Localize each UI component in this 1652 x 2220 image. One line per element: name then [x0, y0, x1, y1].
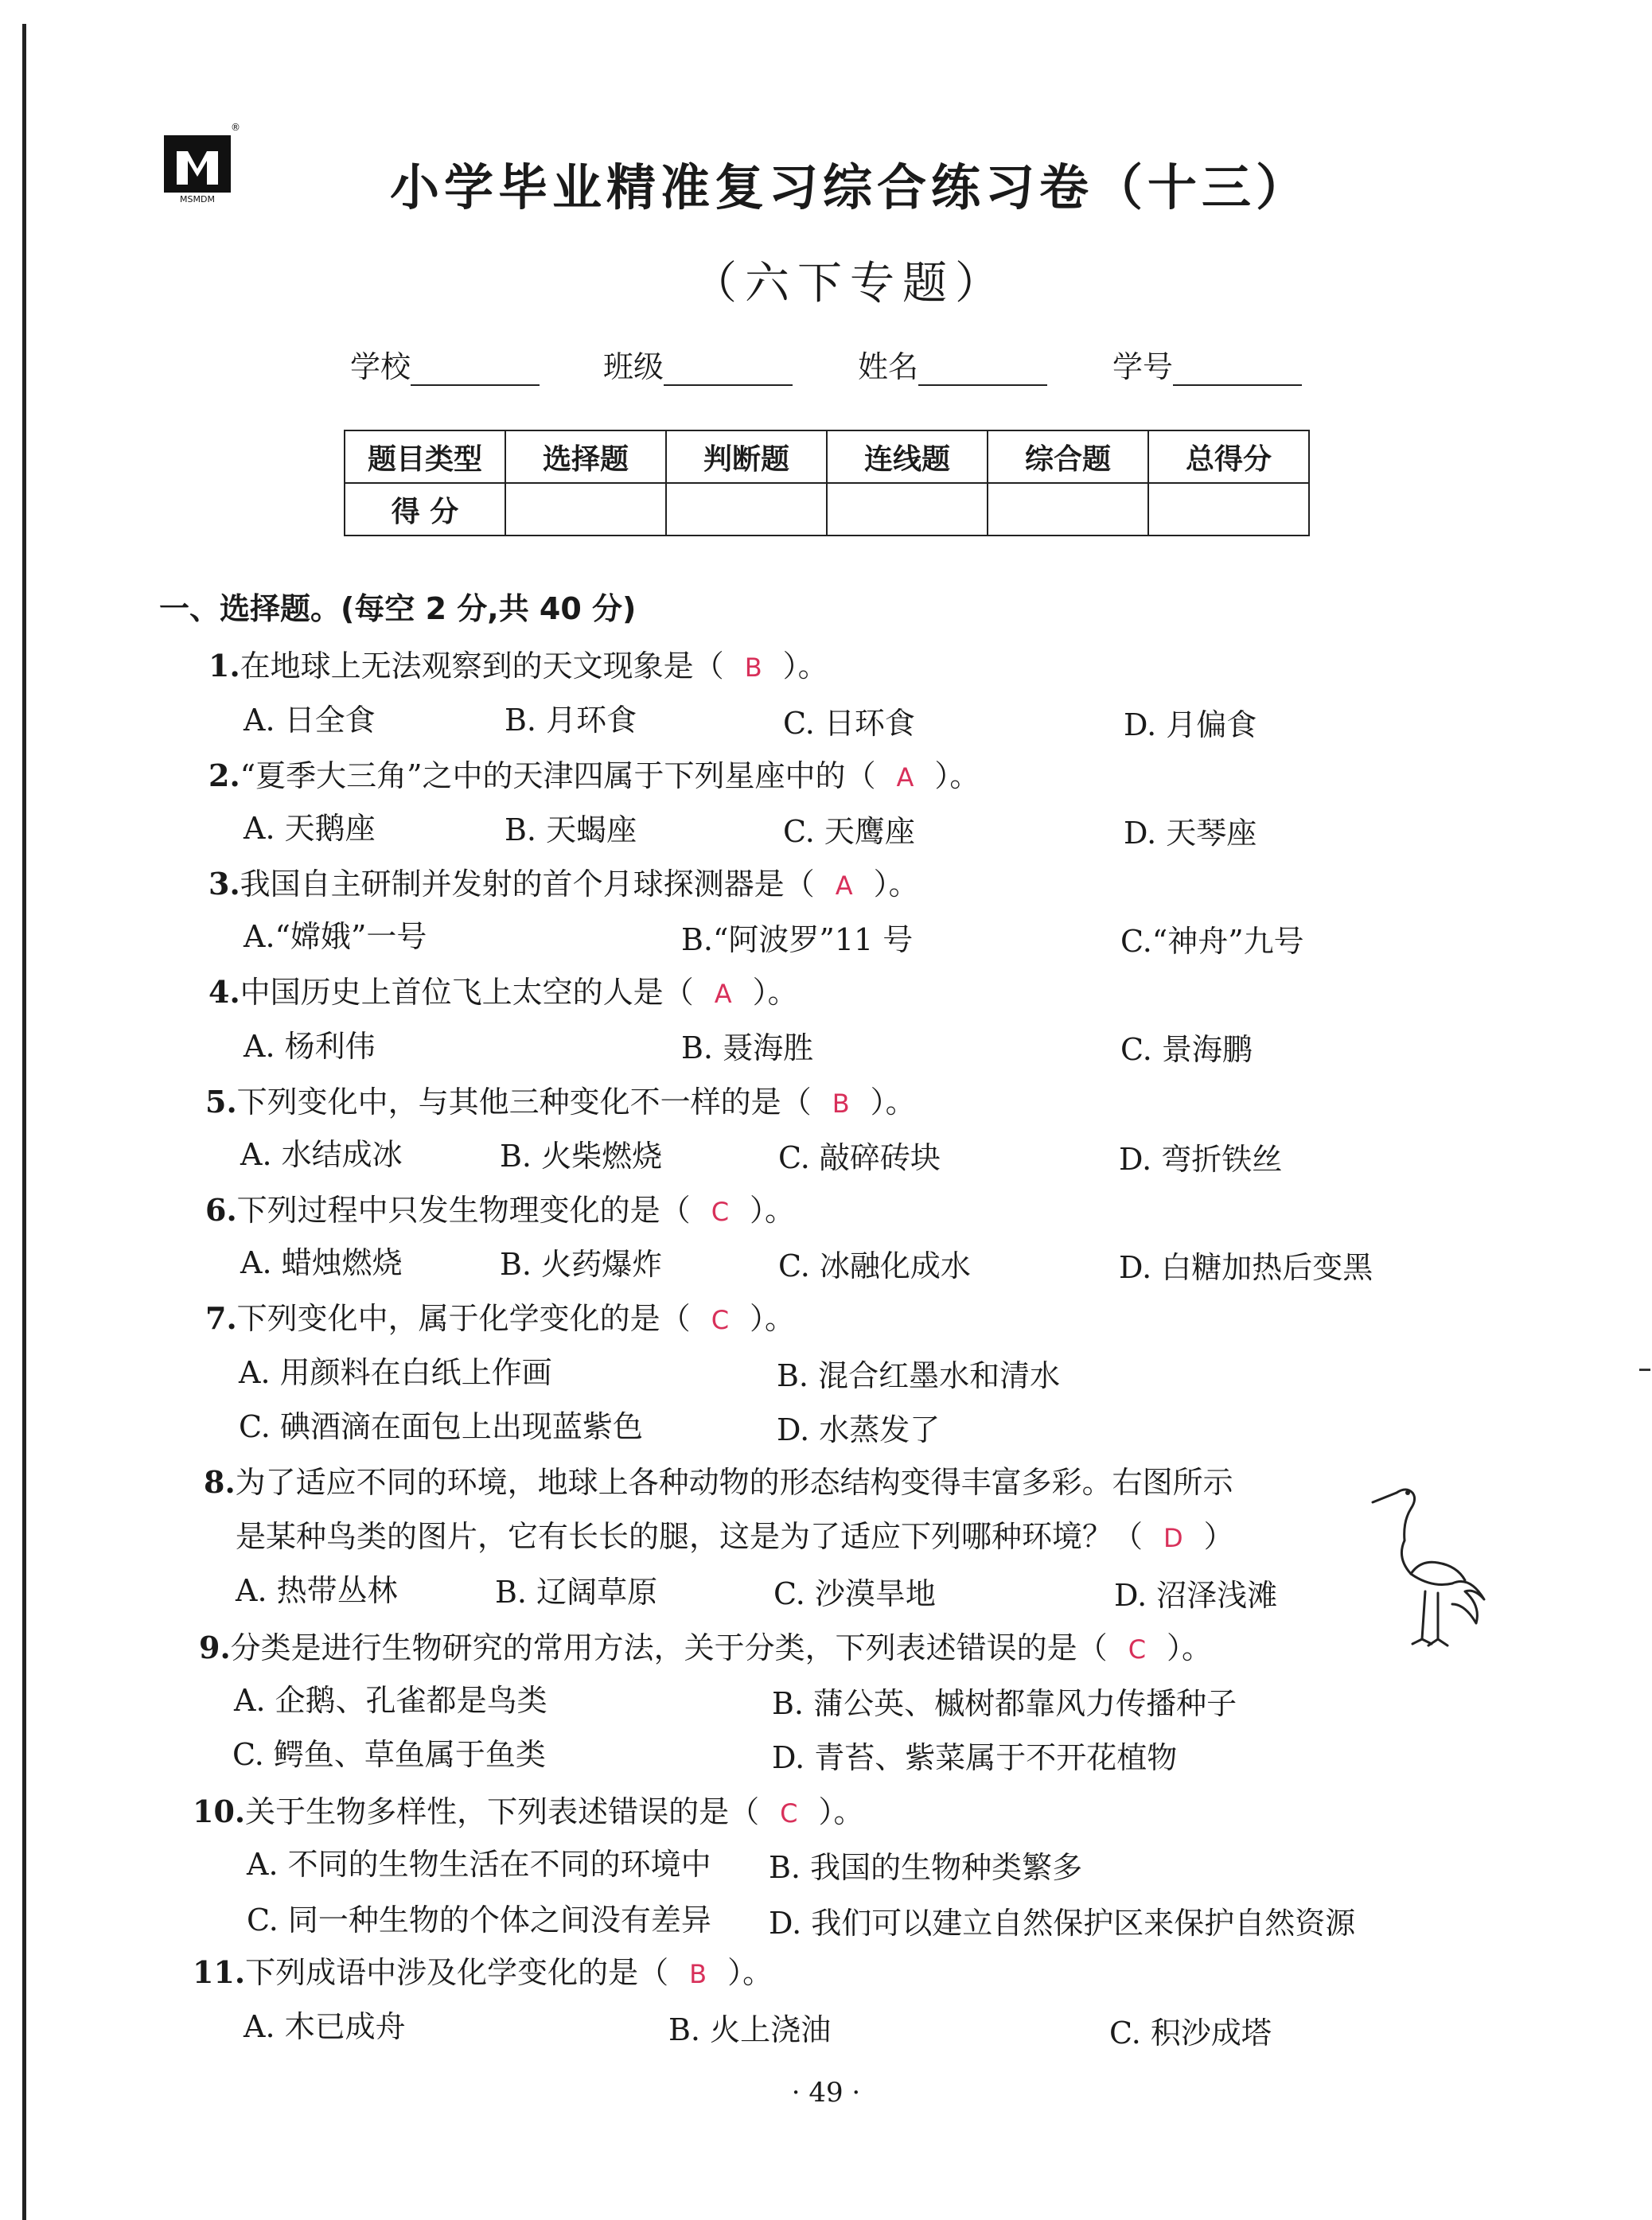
score-row-label: 得 分	[345, 483, 505, 536]
section-heading: 一、选择题。(每空 2 分,共 40 分)	[159, 591, 637, 626]
score-header-cell: 总得分	[1148, 430, 1309, 483]
option: B. 辽阔草原	[495, 1575, 658, 1610]
binding-edge	[22, 24, 26, 2220]
option: D. 天琴座	[1124, 816, 1257, 851]
score-cell[interactable]	[666, 483, 827, 536]
answer-mark: C	[711, 1305, 730, 1335]
score-cell[interactable]	[988, 483, 1148, 536]
option: C. 日环食	[783, 706, 915, 741]
question-11: 11.下列成语中涉及化学变化的是（ B ）。	[193, 1954, 773, 1990]
option: C. 天鹰座	[783, 814, 915, 849]
option: C.“神舟”九号	[1120, 924, 1304, 959]
score-table-score-row	[345, 483, 1309, 536]
option: A. 木已成舟	[244, 2009, 406, 2044]
option: A. 蜡烛燃烧	[240, 1245, 403, 1280]
question-1: 1.在地球上无法观察到的天文现象是（ B ）。	[208, 648, 828, 684]
question-10: 10.关于生物多样性，下列表述错误的是（ C ）。	[193, 1794, 864, 1829]
option: A. 企鹅、孔雀都是鸟类	[234, 1683, 547, 1718]
option: D. 白糖加热后变黑	[1119, 1250, 1373, 1285]
question-5: 5.下列变化中，与其他三种变化不一样的是（ B ）。	[205, 1084, 916, 1120]
score-header-cell: 判断题	[666, 430, 827, 483]
score-header-cell: 选择题	[505, 430, 666, 483]
answer-mark: C	[780, 1798, 798, 1829]
page-title: 小学毕业精准复习综合练习卷（十三）	[390, 158, 1311, 216]
score-header-cell: 题目类型	[345, 430, 505, 483]
option: D. 弯折铁丝	[1119, 1142, 1283, 1177]
option: C. 鳄鱼、草鱼属于鱼类	[232, 1737, 546, 1772]
student-info	[350, 342, 1305, 390]
option: C. 积沙成塔	[1109, 2016, 1272, 2051]
question-9: 9.分类是进行生物研究的常用方法，关于分类，下列表述错误的是（ C ）。	[199, 1630, 1213, 1665]
option: B. 火柴燃烧	[500, 1139, 663, 1174]
number-field[interactable]: 学号	[1112, 342, 1302, 386]
option: B.“阿波罗”11 号	[681, 922, 914, 957]
answer-mark: C	[711, 1197, 730, 1227]
option: C. 同一种生物的个体之间没有差异	[247, 1903, 711, 1938]
option: B. 天蝎座	[505, 812, 637, 847]
option: A. 用颜料在白纸上作画	[239, 1355, 552, 1390]
score-table-header-row	[345, 430, 1309, 483]
class-field[interactable]: 班级	[603, 342, 793, 386]
answer-mark: B	[689, 1959, 707, 1989]
answer-mark: A	[714, 979, 732, 1009]
svg-text:®: ®	[231, 122, 240, 133]
option: D. 沼泽浅滩	[1114, 1578, 1278, 1613]
option: D. 月偏食	[1124, 707, 1257, 742]
name-field[interactable]: 姓名	[858, 342, 1047, 386]
option: C. 景海鹏	[1120, 1032, 1253, 1067]
option: D. 水蒸发了	[777, 1412, 941, 1447]
answer-mark: A	[896, 762, 914, 793]
score-cell[interactable]	[827, 483, 988, 536]
option: C. 敲碎砖块	[778, 1140, 941, 1175]
option: A. 日全食	[244, 703, 376, 738]
page-number: · 49 ·	[791, 2077, 861, 2109]
edge-mark	[1639, 1369, 1650, 1371]
question-3: 3.我国自主研制并发射的首个月球探测器是（ A ）。	[208, 866, 919, 902]
question-8-line2: 是某种鸟类的图片，它有长长的腿，这是为了适应下列哪种环境？（ D ）	[236, 1519, 1234, 1554]
school-field[interactable]: 学校	[350, 342, 540, 386]
score-cell[interactable]	[505, 483, 666, 536]
question-7: 7.下列变化中，属于化学变化的是（ C ）。	[205, 1300, 796, 1336]
crane-illustration	[1365, 1464, 1492, 1655]
answer-mark: D	[1163, 1523, 1183, 1553]
option: B. 混合红墨水和清水	[777, 1358, 1061, 1393]
option: B. 聂海胜	[681, 1030, 814, 1065]
question-6: 6.下列过程中只发生物理变化的是（ C ）。	[205, 1192, 796, 1228]
option: A. 水结成冰	[240, 1137, 403, 1172]
question-2: 2.“夏季大三角”之中的天津四属于下列星座中的（ A ）。	[208, 758, 980, 793]
option: A.“嫦娥”一号	[244, 919, 427, 954]
score-table	[344, 430, 1310, 536]
answer-mark: B	[832, 1089, 850, 1119]
score-header-cell: 连线题	[827, 430, 988, 483]
score-cell[interactable]	[1148, 483, 1309, 536]
answer-mark: B	[744, 652, 762, 683]
option: C. 碘酒滴在面包上出现蓝紫色	[239, 1409, 643, 1444]
publisher-logo	[159, 119, 239, 208]
option: B. 火上浇油	[668, 2012, 832, 2047]
page-subtitle: （六下专题）	[692, 258, 1007, 310]
option: B. 蒲公英、槭树都靠风力传播种子	[772, 1686, 1237, 1721]
option: A. 天鹅座	[244, 811, 376, 846]
question-8: 8.为了适应不同的环境，地球上各种动物的形态结构变得丰富多彩。右图所示	[204, 1464, 1233, 1500]
option: C. 冰融化成水	[778, 1248, 971, 1283]
option: C. 沙漠旱地	[773, 1576, 936, 1611]
option: B. 火药爆炸	[500, 1247, 663, 1282]
option: D. 我们可以建立自然保护区来保护自然资源	[769, 1906, 1356, 1941]
option: D. 青苔、紫菜属于不开花植物	[772, 1740, 1178, 1775]
option: B. 月环食	[505, 703, 637, 738]
question-4: 4.中国历史上首位飞上太空的人是（ A ）。	[208, 974, 798, 1010]
option: A. 不同的生物生活在不同的环境中	[247, 1847, 711, 1882]
score-header-cell: 综合题	[988, 430, 1148, 483]
svg-text:MSMDM: MSMDM	[180, 194, 215, 204]
option: B. 我国的生物种类繁多	[769, 1850, 1083, 1885]
option: A. 热带丛林	[236, 1573, 398, 1608]
option: A. 杨利伟	[244, 1029, 376, 1064]
answer-mark: C	[1128, 1634, 1147, 1665]
answer-mark: A	[835, 870, 853, 901]
